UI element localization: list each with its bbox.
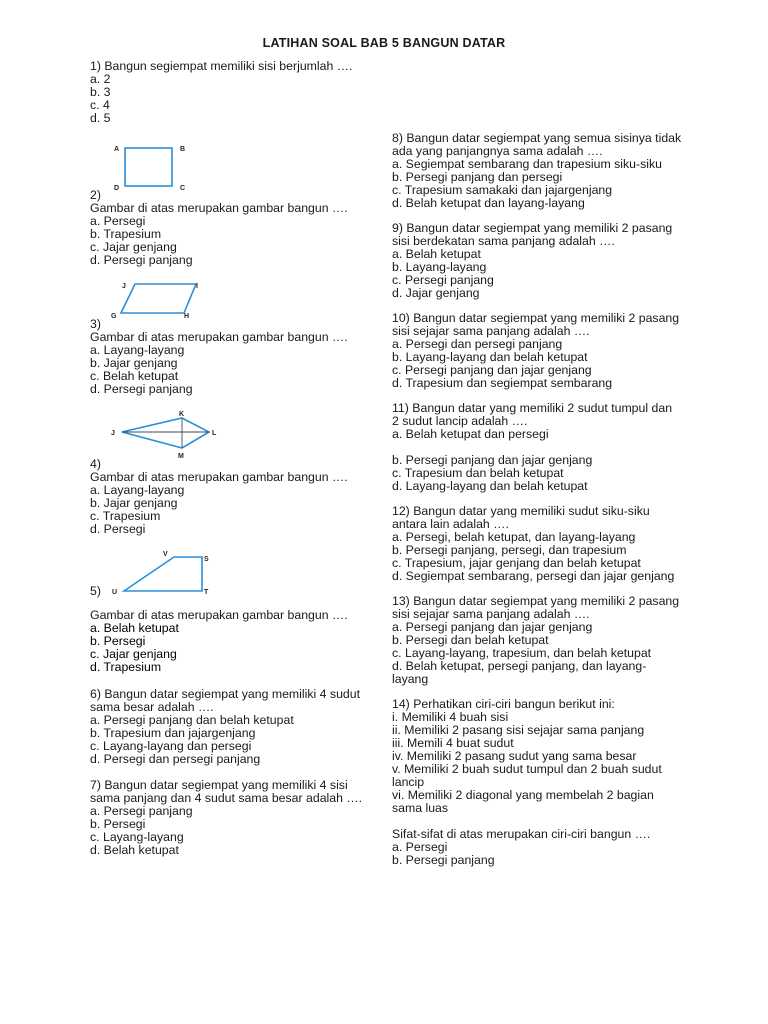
question-12-option-a: a. Persegi, belah ketupat, dan layang-layang xyxy=(392,530,636,544)
question-14-option-a: a. Persegi xyxy=(392,840,448,854)
question-14-item: i. Memiliki 4 buah sisi xyxy=(392,710,509,724)
question-7-option-c: c. Layang-layang xyxy=(90,830,184,844)
question-8-option-c: c. Trapesium samakaki dan jajargenjang xyxy=(392,183,613,197)
question-1-option-c: c. 4 xyxy=(90,98,110,112)
question-1 xyxy=(90,60,375,125)
vertex-j-label: J xyxy=(111,430,115,437)
question-1-option-d: d. 5 xyxy=(90,111,111,125)
question-7-option-d: d. Belah ketupat xyxy=(90,843,179,857)
question-10-option-a: a. Persegi dan persegi panjang xyxy=(392,337,563,351)
question-2-option-c: c. Jajar genjang xyxy=(90,240,177,254)
question-5-option-c: c. Jajar genjang xyxy=(90,647,177,661)
question-10-text: 10) Bangun datar segiempat yang memiliki 2 pasang sisi sejajar sama panjang adalah …. xyxy=(392,311,680,338)
vertex-v-label: V xyxy=(163,551,168,558)
vertex-h-label: H xyxy=(184,313,190,320)
question-4-option-a: a. Layang-layang xyxy=(90,483,185,497)
vertex-a-label: A xyxy=(114,146,120,153)
vertex-t-label: T xyxy=(204,589,209,596)
question-12 xyxy=(392,505,682,583)
question-4-option-b: b. Jajar genjang xyxy=(90,496,178,510)
question-12-option-d: d. Segiempat sembarang, persegi dan jajar genjang xyxy=(392,569,675,583)
question-11-text: 11) Bangun datar yang memiliki 2 sudut tumpul dan 2 sudut lancip adalah …. xyxy=(392,401,673,428)
question-2-option-d: d. Persegi panjang xyxy=(90,253,193,267)
vertex-d-label: D xyxy=(114,185,120,191)
question-6-option-c: c. Layang-layang dan persegi xyxy=(90,739,252,753)
question-9-option-c: c. Persegi panjang xyxy=(392,273,494,287)
parallelogram-figure-svg xyxy=(90,280,220,320)
vertex-j-label: J xyxy=(122,283,126,290)
question-8 xyxy=(392,132,682,210)
question-9-option-d: d. Jajar genjang xyxy=(392,286,480,300)
question-4-option-d: d. Persegi xyxy=(90,522,146,536)
question-5-option-b: b. Persegi xyxy=(90,634,146,648)
question-7-option-a: a. Persegi panjang xyxy=(90,804,193,818)
question-10-option-c: c. Persegi panjang dan jajar genjang xyxy=(392,363,592,377)
question-7-text: 7) Bangun datar segiempat yang memiliki 4 sisi sama panjang dan 4 sudut sama besar adalah …. xyxy=(90,778,363,805)
question-5-text: Gambar di atas merupakan gambar bangun …. xyxy=(90,608,348,622)
question-10-option-d: d. Trapesium dan segiempat sembarang xyxy=(392,376,613,390)
question-1-option-a: a. 2 xyxy=(90,72,111,86)
question-14-question: Sifat-sifat di atas merupakan ciri-ciri bangun …. xyxy=(392,827,651,841)
kite-figure xyxy=(90,410,375,458)
question-12-option-c: c. Trapesium, jajar genjang dan belah ketupat xyxy=(392,556,641,570)
question-12-option-b: b. Persegi panjang, persegi, dan trapesium xyxy=(392,543,627,557)
vertex-i-label: I xyxy=(196,283,198,290)
question-13-text: 13) Bangun datar segiempat yang memiliki 2 pasang sisi sejajar sama panjang adalah …. xyxy=(392,594,680,621)
question-4-number: 4) xyxy=(90,457,101,471)
trapezoid-figure-svg xyxy=(90,549,230,601)
vertex-c-label: C xyxy=(180,185,186,191)
question-5-option-a: a. Belah ketupat xyxy=(90,621,179,635)
vertex-l-label: L xyxy=(212,430,217,437)
question-11-option-a: a. Belah ketupat dan persegi xyxy=(392,427,549,441)
question-14 xyxy=(392,698,682,867)
question-14-item: iii. Memili 4 buat sudut xyxy=(392,736,514,750)
square-figure xyxy=(90,141,375,189)
question-3-option-c: c. Belah ketupat xyxy=(90,369,179,383)
question-2 xyxy=(90,189,375,267)
question-9 xyxy=(392,222,682,300)
question-4-text: Gambar di atas merupakan gambar bangun …. xyxy=(90,470,348,484)
question-11-option-d: d. Layang-layang dan belah ketupat xyxy=(392,479,588,493)
question-2-number: 2) xyxy=(90,188,101,202)
question-3-number: 3) xyxy=(90,317,101,331)
question-2-text: Gambar di atas merupakan gambar bangun …. xyxy=(90,201,348,215)
question-13-option-d: d. Belah ketupat, persegi panjang, dan layang-layang xyxy=(392,659,647,686)
trapezoid-figure xyxy=(90,549,375,599)
question-14-item: v. Memiliki 2 buah sudut tumpul dan 2 buah sudut lancip xyxy=(392,762,662,789)
question-14-item: vi. Memiliki 2 diagonal yang membelah 2 bagian sama luas xyxy=(392,788,654,815)
question-6 xyxy=(90,688,375,766)
question-2-option-a: a. Persegi xyxy=(90,214,146,228)
question-11-option-c: c. Trapesium dan belah ketupat xyxy=(392,466,564,480)
square-shape xyxy=(125,148,172,186)
vertex-u-label: U xyxy=(112,589,118,596)
question-3-text: Gambar di atas merupakan gambar bangun …. xyxy=(90,330,348,344)
question-6-option-d: d. Persegi dan persegi panjang xyxy=(90,752,261,766)
kite-figure-svg xyxy=(90,410,230,460)
vertex-m-label: M xyxy=(178,453,184,460)
square-figure-svg xyxy=(90,141,210,191)
question-8-option-a: a. Segiempat sembarang dan trapesium siku-siku xyxy=(392,157,662,171)
left-column xyxy=(90,60,375,868)
question-3 xyxy=(90,318,375,396)
right-column xyxy=(392,132,682,878)
question-11-option-b: b. Persegi panjang dan jajar genjang xyxy=(392,453,593,467)
question-6-text: 6) Bangun datar segiempat yang memiliki 4 sudut sama besar adalah …. xyxy=(90,687,360,714)
question-10 xyxy=(392,312,682,390)
question-7-option-b: b. Persegi xyxy=(90,817,146,831)
vertex-g-label: G xyxy=(111,313,117,320)
question-13-option-b: b. Persegi dan belah ketupat xyxy=(392,633,549,647)
question-9-option-a: a. Belah ketupat xyxy=(392,247,481,261)
page-title: LATIHAN SOAL BAB 5 BANGUN DATAR xyxy=(262,36,506,50)
question-6-option-a: a. Persegi panjang dan belah ketupat xyxy=(90,713,294,727)
vertex-k-label: K xyxy=(179,411,185,418)
question-1-text: 1) Bangun segiempat memiliki sisi berjumlah …. xyxy=(90,59,353,73)
question-8-option-b: b. Persegi panjang dan persegi xyxy=(392,170,563,184)
question-14-item: ii. Memiliki 2 pasang sisi sejajar sama panjang xyxy=(392,723,645,737)
question-1-option-b: b. 3 xyxy=(90,85,111,99)
question-14-text: 14) Perhatikan ciri-ciri bangun berikut ini: xyxy=(392,697,615,711)
question-4-option-c: c. Trapesium xyxy=(90,509,161,523)
question-3-option-a: a. Layang-layang xyxy=(90,343,185,357)
question-13-option-a: a. Persegi panjang dan jajar genjang xyxy=(392,620,593,634)
question-3-option-d: d. Persegi panjang xyxy=(90,382,193,396)
vertex-b-label: B xyxy=(180,146,186,153)
trapezoid-shape xyxy=(124,557,202,591)
question-13 xyxy=(392,595,682,686)
question-5-option-d: d. Trapesium xyxy=(90,660,162,674)
question-12-text: 12) Bangun datar yang memiliki sudut siku-siku antara lain adalah …. xyxy=(392,504,650,531)
question-2-option-b: b. Trapesium xyxy=(90,227,162,241)
question-8-text: 8) Bangun datar segiempat yang semua sisinya tidak ada yang panjangnya sama adalah …. xyxy=(392,131,682,158)
question-3-option-b: b. Jajar genjang xyxy=(90,356,178,370)
question-5-number: 5) xyxy=(90,584,101,598)
question-7 xyxy=(90,779,375,857)
parallelogram-figure xyxy=(90,280,375,318)
question-6-option-b: b. Trapesium dan jajargenjang xyxy=(90,726,256,740)
kite-shape xyxy=(122,418,209,448)
question-13-option-c: c. Layang-layang, trapesium, dan belah ketupat xyxy=(392,646,652,660)
question-9-text: 9) Bangun datar segiempat yang memiliki 2 pasang sisi berdekatan sama panjang adalah …. xyxy=(392,221,673,248)
question-4 xyxy=(90,458,375,536)
question-10-option-b: b. Layang-layang dan belah ketupat xyxy=(392,350,588,364)
question-11 xyxy=(392,402,682,493)
question-14-item: iv. Memiliki 2 pasang sudut yang sama besar xyxy=(392,749,637,763)
question-8-option-d: d. Belah ketupat dan layang-layang xyxy=(392,196,585,210)
question-14-option-b: b. Persegi panjang xyxy=(392,853,495,867)
parallelogram-shape xyxy=(121,284,196,313)
question-9-option-b: b. Layang-layang xyxy=(392,260,487,274)
vertex-s-label: S xyxy=(204,556,209,563)
